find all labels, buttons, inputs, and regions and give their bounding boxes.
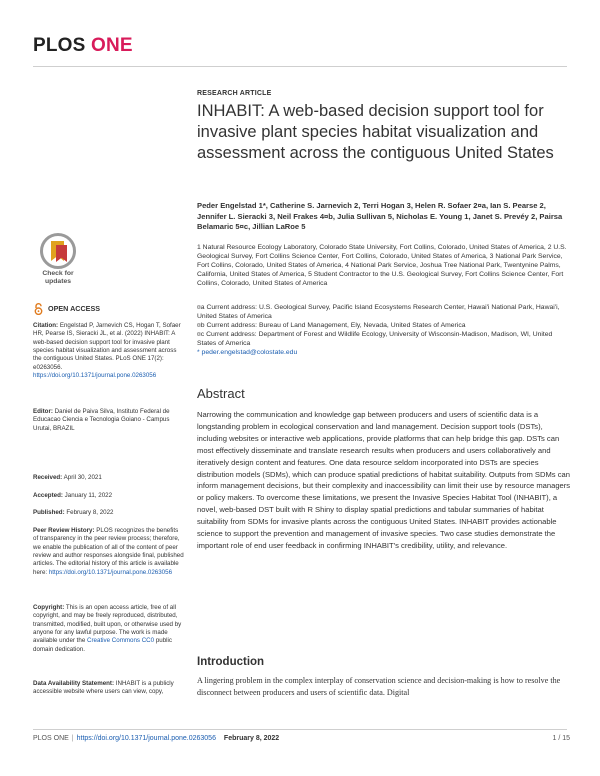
page-number: 1 / 15: [552, 735, 570, 742]
data-availability-label: Data Availability Statement:: [33, 680, 115, 687]
peer-review-block: [33, 527, 185, 577]
citation-block: [33, 322, 185, 380]
published-label: Published:: [33, 509, 65, 516]
abstract-heading: Abstract: [197, 386, 245, 401]
editor-block: [33, 408, 185, 433]
citation-text: Engelstad P, Jarnevich CS, Hogan T, Sofaer HR, Pearse IS, Sieracki JL, et al. (2022) INHABIT: A web-based decision support tool for invasive plant species habitat visualization and assessment across the contiguous United States. PLoS ONE 17(2): e0263056.: [33, 322, 181, 371]
open-access-text: OPEN ACCESS: [48, 303, 101, 313]
current-addresses: [197, 303, 572, 358]
introduction-text: A lingering problem in the complex interplay of conservation science and decision-making is how to resolve the disconnect between producers and users of scientific data. Digital: [197, 676, 561, 697]
article-title: INHABIT: A web-based decision support tool for invasive plant species habitat visualization and assessment across the contiguous United States: [197, 102, 554, 162]
footer-journal: PLOS ONE: [33, 735, 69, 742]
footer-divider: [33, 729, 567, 730]
received-block: [33, 474, 185, 482]
accepted-block: [33, 492, 185, 500]
logo-plos: PLOS: [33, 35, 86, 56]
accepted-label: Accepted:: [33, 492, 63, 499]
current-address-c: ¤c Current address: Department of Forest and Wildlife Ecology, University of Wisconsin-Madison, Madison, WI, United States of America: [197, 331, 553, 348]
citation-doi-link[interactable]: https://doi.org/10.1371/journal.pone.0263056: [33, 372, 157, 380]
footer-date: February 8, 2022: [223, 735, 280, 742]
header-divider: [33, 66, 567, 67]
data-availability-block: [33, 680, 185, 697]
editor-label: Editor:: [33, 408, 53, 415]
introduction-heading: Introduction: [197, 656, 265, 668]
citation-label: Citation:: [33, 322, 59, 329]
logo-one: ONE: [91, 35, 133, 56]
copyright-text: This is an open access article, free of all copyright, and may be freely reproduced, distributed, transmitted, modified, built upon, or otherwise used by anyone for any lawful purpose. The work is made available under the: [33, 604, 182, 645]
open-access-label: [33, 303, 185, 315]
editor-text: Daniel de Paiva Silva, Instituto Federal de Educacao Ciencia e Tecnologia Goiano - Campus Urutai, BRAZIL: [33, 408, 170, 432]
current-address-a: ¤a Current address: U.S. Geological Survey, Pacific Island Ecosystems Research Center, Hawai'i National Park, Hawai'i, United States of America: [197, 304, 560, 321]
copyright-tail: public domain dedication.: [33, 637, 172, 653]
published-block: [33, 509, 185, 517]
footer: PLOS ONE | https://doi.org/10.1371/journal.pone.0263056 February 8, 2022: [33, 735, 280, 742]
article-type: RESEARCH ARTICLE: [197, 90, 272, 97]
peer-review-label: Peer Review History:: [33, 527, 95, 534]
abstract-text: Narrowing the communication and knowledge gap between producers and users of scientific data is a longstanding problem in ecological conservation and land management. Decision support tools (DSTs), including websites or interactive web applications, provide platforms that can help bridge this gap. DSTs can most effectively disseminate and translate research results when producers and users collaboratively and iteratively design content and features. One data resource seldom incorporated into DSTs are species distribution models (SDMs), which can produce spatial predictions of habitat suitability. Outputs from SDMs can inform management decisions, but their complexity and inaccessibility can limit their use by resource managers or policy makers. To overcome these limitations, we present the Invasive Species Habitat Tool (INHABIT), a novel, web-based DST built with R Shiny to display spatial predictions and tabular summaries of habitat suitability from SDMs for invasive plants across the contiguous United States. INHABIT provides actionable science to support the prevention and management of invasive species. Two case studies demonstrate the important role of end user feedback in confirming INHABIT's credibility, utility, and relevance.: [197, 410, 571, 550]
accepted-date: January 11, 2022: [64, 492, 113, 499]
check-for-updates-label: Check for updates: [42, 270, 74, 285]
ribbon-red-icon: [56, 245, 67, 262]
received-date: April 30, 2021: [63, 474, 102, 481]
cc0-link[interactable]: Creative Commons CC0: [87, 637, 155, 645]
author-list: Peder Engelstad 1*, Catherine S. Jarnevich 2, Terri Hogan 3, Helen R. Sofaer 2¤a, Ian S. Pearse 2, Jennifer L. Sieracki 3, Neil Frakes 4¤b, Julia Sullivan 5, Nicholas E. Young 1, Janet S. Prevéy 2, Pairsa Belamaric 5¤c, Jillian LaRoe 5: [197, 201, 563, 232]
current-address-b: ¤b Current address: Bureau of Land Management, Ely, Nevada, United States of America: [197, 322, 466, 330]
copyright-label: Copyright:: [33, 604, 65, 611]
copyright-block: [33, 604, 185, 654]
corresponding-email-link[interactable]: * peder.engelstad@colostate.edu: [197, 349, 298, 357]
footer-doi-link[interactable]: https://doi.org/10.1371/journal.pone.0263056: [76, 735, 216, 742]
published-date: February 8, 2022: [66, 509, 114, 516]
affiliations: 1 Natural Resource Ecology Laboratory, Colorado State University, Fort Collins, Colorado, United States of America, 2 U.S. Geological Survey, Fort Collins Science Center, Fort Collins, Colorado, United States of America, 3 National Park Service, Fort Collins, Colorado, United States of America, 4 National Park Service, Joshua Tree National Park, Twentynine Palms, California, United States of America, 5 Student Contractor to the U.S. Geological Survey, Fort Collins Science Center, Fort Collins, Colorado, United States of America: [197, 244, 567, 288]
data-availability-text: INHABIT is a publicly accessible website where users can view, copy,: [33, 680, 174, 696]
updates-badge-icon: [40, 233, 76, 269]
peer-review-text: PLOS recognizes the benefits of transparency in the peer review process; therefore, we enable the publication of all of the content of peer review and author responses alongside final, published articles. The editorial history of this article is available here:: [33, 527, 184, 576]
peer-review-doi-link[interactable]: https://doi.org/10.1371/journal.pone.0263056: [48, 568, 173, 576]
check-for-updates-badge[interactable]: [37, 233, 79, 289]
received-label: Received:: [33, 474, 63, 481]
open-lock-icon: [33, 303, 44, 315]
journal-logo: [33, 35, 133, 57]
